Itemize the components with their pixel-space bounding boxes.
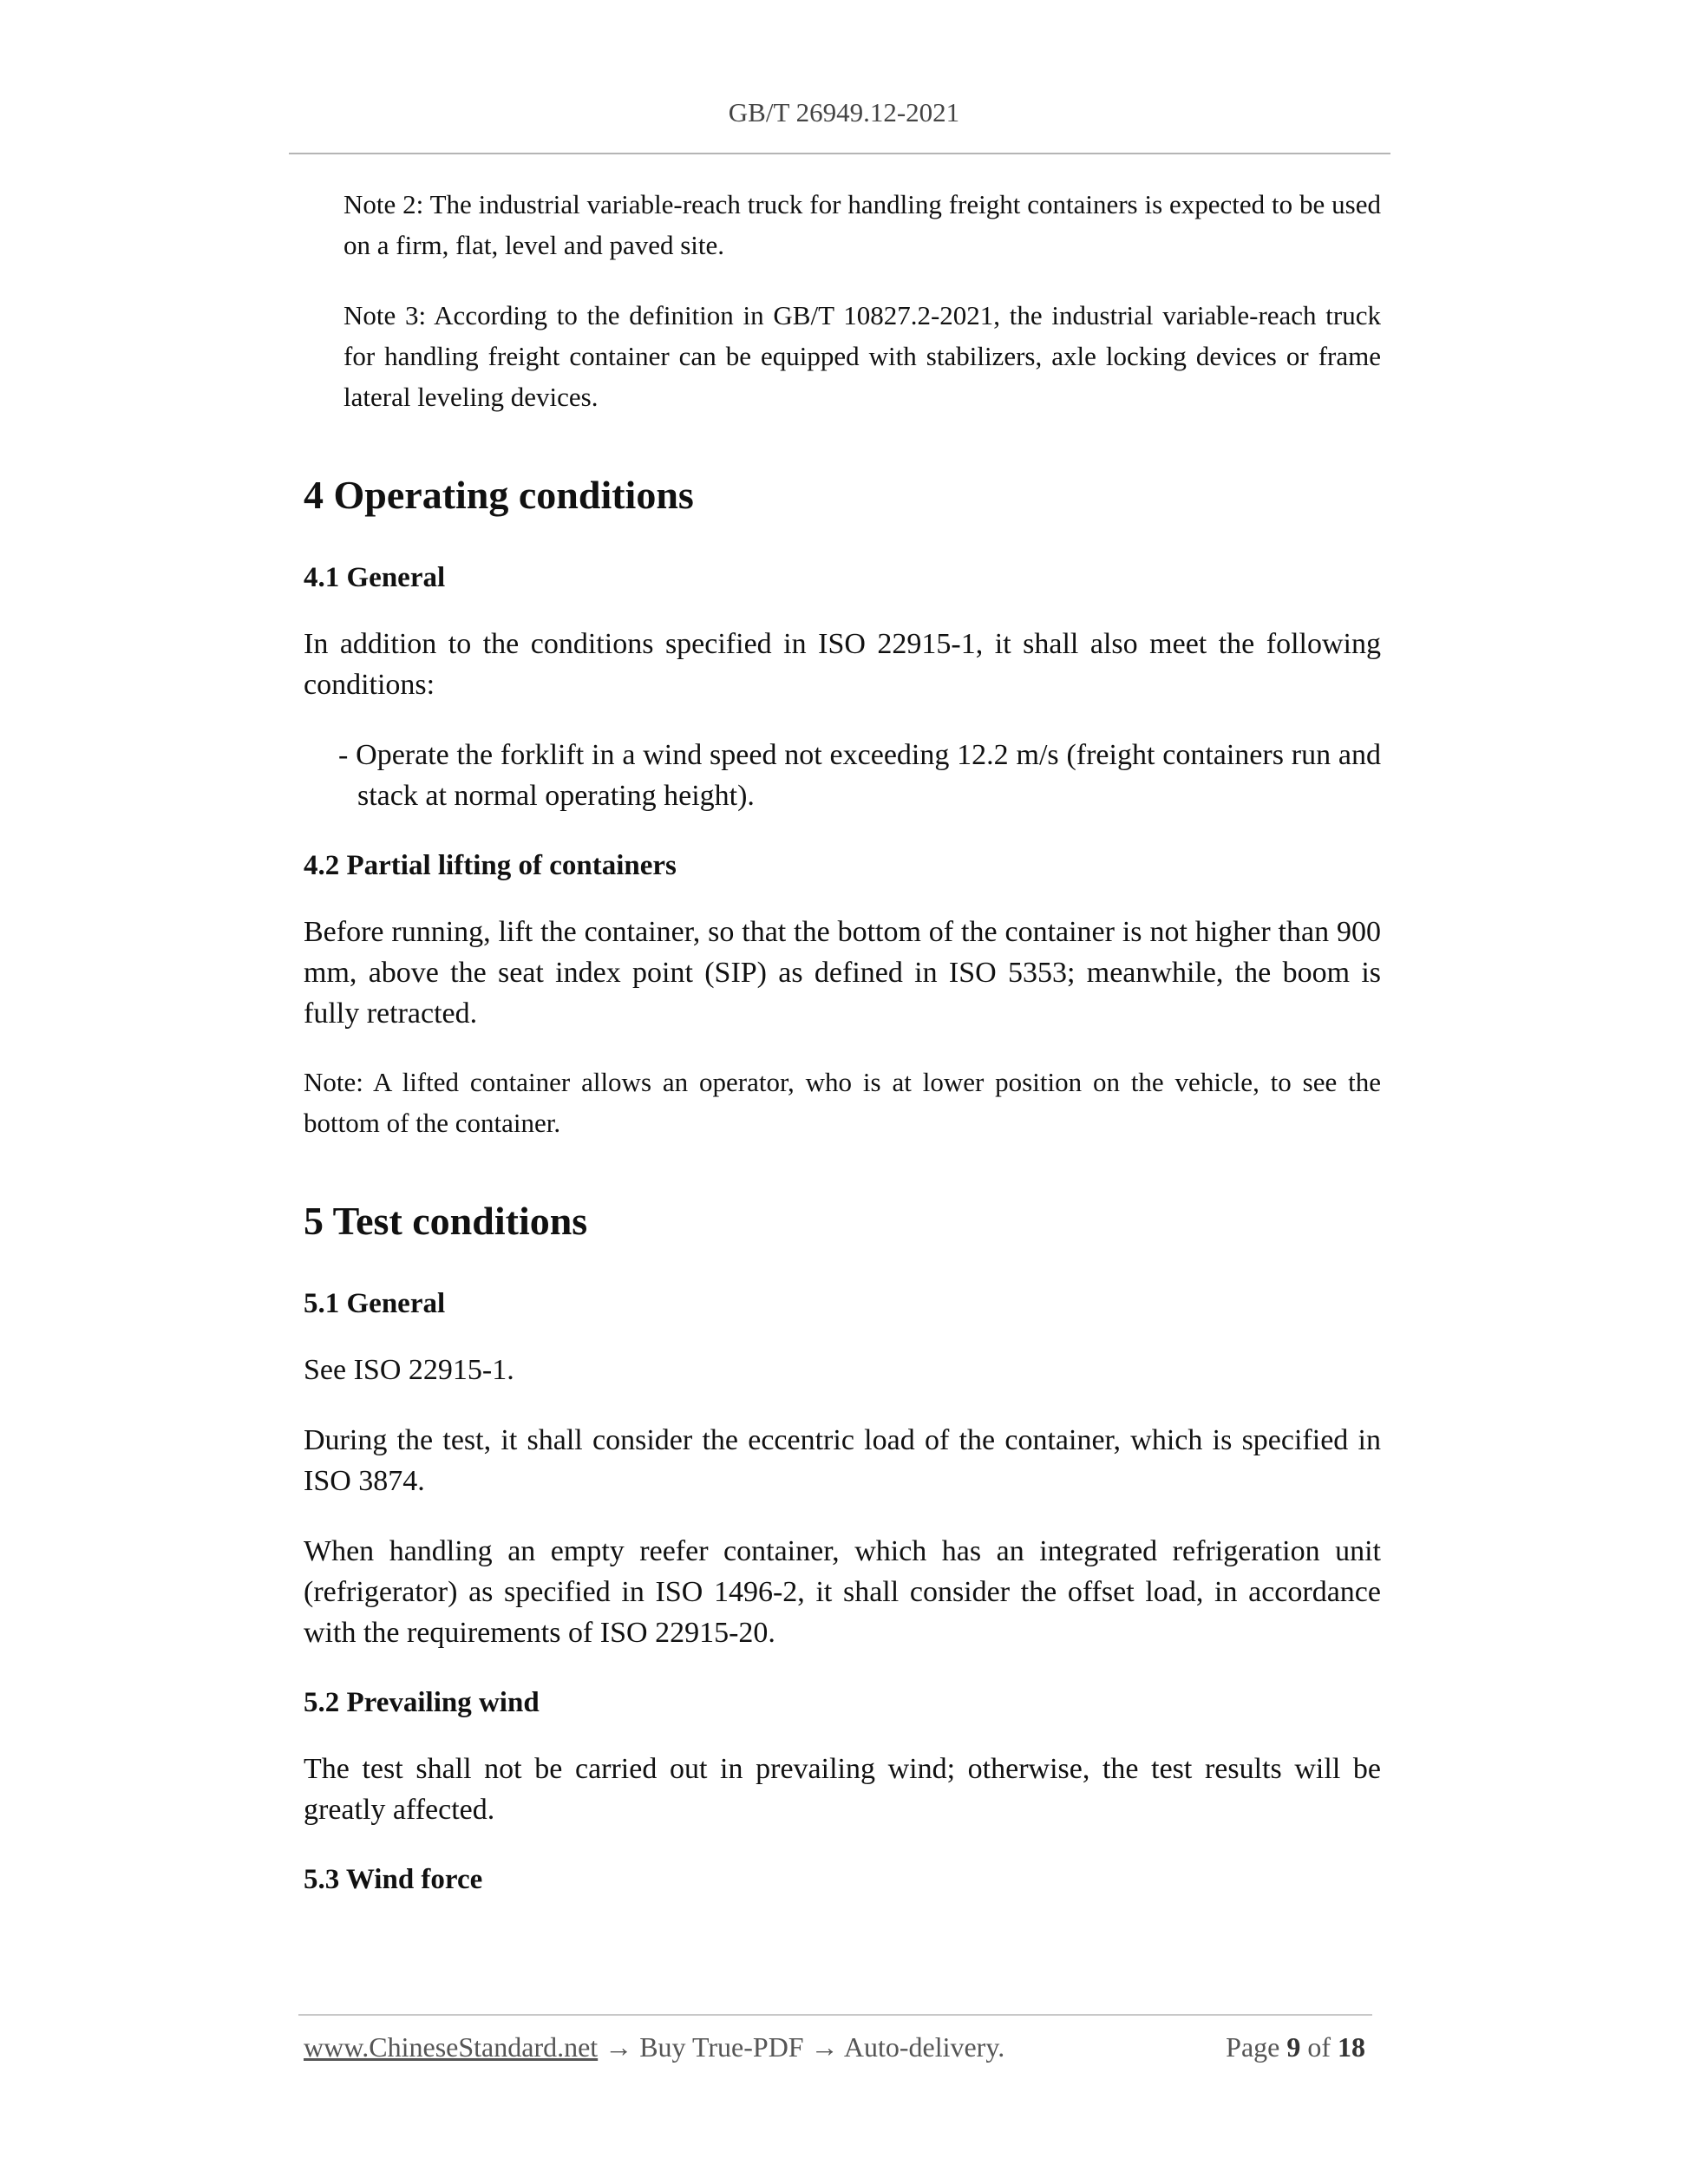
of-label: of (1307, 2031, 1331, 2063)
page-footer (304, 2031, 1372, 2063)
section-5-2-paragraph: The test shall not be carried out in prevailing wind; otherwise, the test results will be greatly affected. (304, 1753, 1381, 1826)
section-4-1-bullet: - Operate the forklift in a wind speed not exceeding 12.2 m/s (freight containers run and stack at normal operating height). (338, 739, 1381, 812)
page-label: Page (1226, 2031, 1280, 2063)
section-5-heading: 5 Test conditions (304, 1199, 588, 1243)
section-4-2-paragraph: Before running, lift the container, so that the bottom of the container is not higher than 900 mm, above the seat index point (SIP) as defined in ISO 5353; meanwhile, the boom is fully retracted. (304, 916, 1381, 1030)
page-total: 18 (1338, 2031, 1365, 2063)
section-5-1-paragraph-3: When handling an empty reefer container, which has an integrated refrigeration unit (refrigerator) as specified in ISO 1496-2, it shall consider the offset load, in accordance with the requirements of ISO 22915-20. (304, 1535, 1381, 1649)
footer-delivery-text: → Buy True-PDF → Auto-delivery. (605, 2031, 1005, 2063)
section-4-2-note: Note: A lifted container allows an operator, who is at lower position on the vehicle, to see the bottom of the container. (304, 1067, 1381, 1138)
section-5-1-paragraph-1: See ISO 22915-1. (304, 1354, 514, 1386)
note-3: Note 3: According to the definition in GB/T 10827.2-2021, the industrial variable-reach truck for handling freight container can be equipped with stabilizers, axle locking devices or frame lateral leveling devices. (343, 300, 1381, 412)
footer-website-link[interactable]: www.ChineseStandard.net (304, 2031, 599, 2063)
document-body (304, 184, 1381, 1900)
page-header-title: GB/T 26949.12-2021 (728, 97, 960, 128)
header-divider (289, 153, 1390, 154)
section-5-2-heading: 5.2 Prevailing wind (304, 1687, 540, 1718)
section-5-1-heading: 5.1 General (304, 1288, 446, 1319)
footer-divider (298, 2014, 1372, 2016)
note-2: Note 2: The industrial variable-reach truck for handling freight containers is expected to be used on a firm, flat, level and paved site. (343, 189, 1381, 260)
section-4-2-heading: 4.2 Partial lifting of containers (304, 850, 677, 881)
section-4-heading: 4 Operating conditions (304, 473, 694, 517)
section-4-1-paragraph: In addition to the conditions specified in ISO 22915-1, it shall also meet the following conditions: (304, 628, 1381, 701)
section-5-1-paragraph-2: During the test, it shall consider the eccentric load of the container, which is specified in ISO 3874. (304, 1424, 1381, 1497)
page-current: 9 (1286, 2031, 1301, 2063)
page-number (1226, 2031, 1365, 2063)
section-4-1-heading: 4.1 General (304, 562, 446, 593)
section-5-3-heading: 5.3 Wind force (304, 1864, 483, 1895)
